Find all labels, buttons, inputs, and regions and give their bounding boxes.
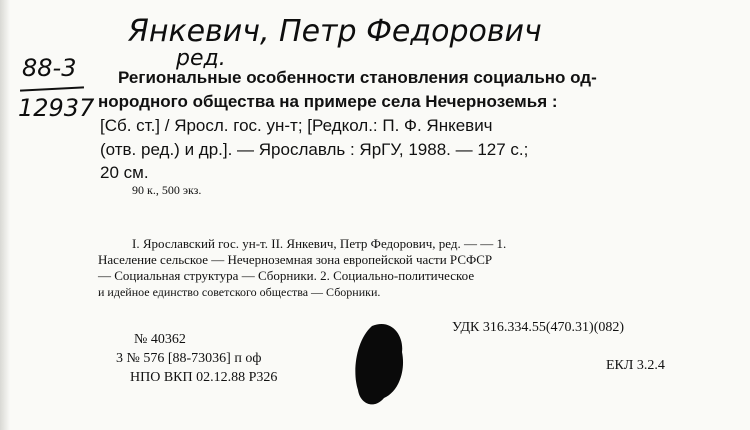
publisher-code: НПО ВКП 02.12.88 Р326 (130, 370, 278, 385)
tracing-line-4: и идейное единство советского общества — Сборники. (98, 285, 381, 299)
handwritten-role: ред. (176, 46, 226, 71)
entry-line-4: (отв. ред.) и др.]. — Ярославль : ЯрГУ, 1988. — 127 с.; (100, 140, 529, 159)
tracing-line-1: I. Ярославский гос. ун-т. II. Янкевич, Петр Федорович, ред. — — 1. (132, 236, 507, 251)
entry-line-5: 20 см. (100, 163, 149, 182)
ekl-code: ЕКЛ 3.2.4 (606, 358, 665, 373)
entry-title-line-2: нородного общества на примере села Нечерноземья : (98, 92, 558, 111)
handwritten-author: Янкевич, Петр Федорович (128, 14, 542, 49)
tracing-line-3: — Социальная структура — Сборники. 2. Социально-политическое (98, 268, 475, 283)
udk-code: УДК 316.334.55(470.31)(082) (452, 320, 625, 335)
ink-blot-shape (355, 324, 403, 404)
entry-line-3: [Сб. ст.] / Яросл. гос. ун-т; [Редкол.: П. Ф. Янкевич (100, 116, 493, 135)
entry-circulation: 90 к., 500 экз. (132, 183, 202, 197)
entry-title-line-1: Региональные особенности становления социально од- (118, 68, 597, 87)
order-number: 3 № 576 [88-73036] п оф (116, 351, 262, 366)
record-number: № 40362 (134, 332, 186, 347)
tracing-line-2: Население сельское — Нечерноземная зона европейской части РСФСР (98, 252, 493, 267)
handwritten-shelf-code-top: 88-3 (22, 54, 77, 82)
handwritten-shelf-code-bottom: 12937 (18, 94, 95, 122)
